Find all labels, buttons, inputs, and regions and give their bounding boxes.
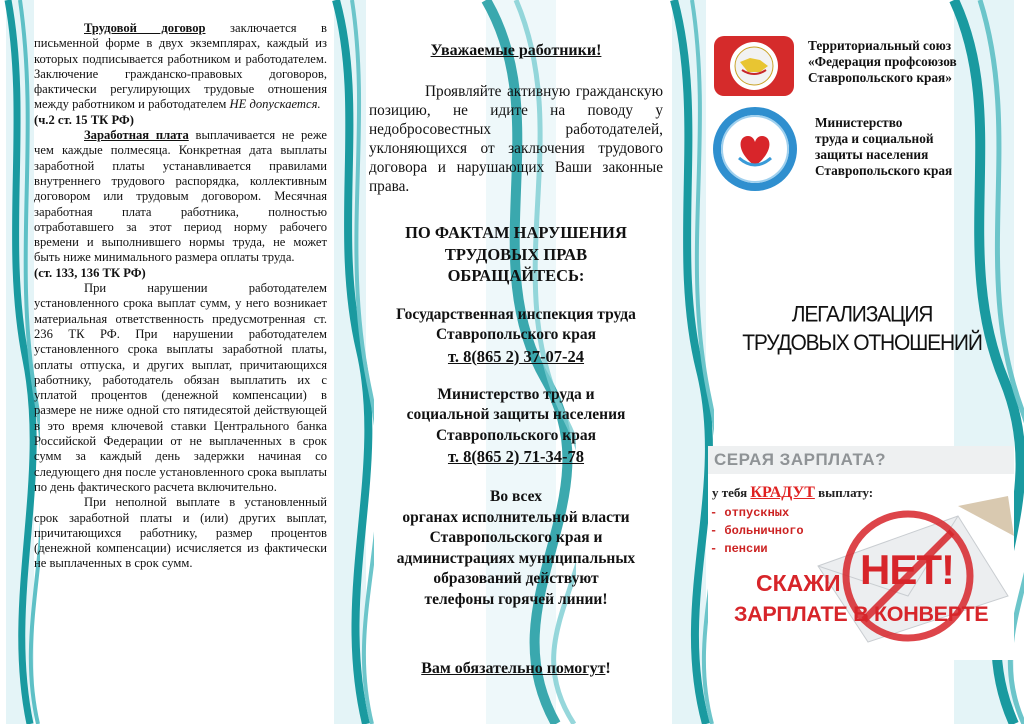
call-line-2: ТРУДОВЫХ ПРАВ [444,244,588,264]
hotline-line-5: образований действуют [433,570,599,587]
steal-suffix: выплату: [814,485,874,500]
salary-paragraph [34,128,327,266]
ministry-phone[interactable]: т. 8(865 2) 71-34-78 [447,447,585,466]
right-column [700,0,1024,724]
reference-art-133-136: (ст. 133, 136 ТК РФ) [34,265,146,280]
hotline-line-3: Ставропольского края и [429,529,603,546]
hotline-line-2: органах исполнительной власти [402,508,630,526]
banner-question: СЕРАЯ ЗАРПЛАТА? [714,450,886,469]
steal-word: КРАДУТ [750,484,815,501]
hotline-line-1: Во всех [490,488,542,505]
ministry-logo [712,106,798,192]
partial-payment-paragraph: При неполной выплате в установленный срок заработной платы и (или) других выплат, причитающихся работнику, размер процентов (денежной компенсации) исчисляется из фактически не выплаченных в срок сумм. [34,495,327,571]
trade-union-federation-logo [714,36,794,96]
title-line-2: ТРУДОВЫХ ОТНОШЕНИЙ [742,331,982,356]
labor-inspection-region: Ставропольского края [436,326,596,343]
ministry-line-1: Министерство [815,115,903,130]
reference-art-15: (ч.2 ст. 15 ТК РФ) [34,112,134,127]
steal-prefix: у тебя [712,485,751,500]
hotline-line-4: администрациях муниципальных [396,549,636,567]
banner-item-sick-leave: - больничного [710,524,804,538]
labor-contract-paragraph [34,21,327,113]
help-text: Вам обязательно помогут [421,660,606,677]
banner-no: НЕТ! [860,546,954,593]
call-line-3: ОБРАЩАЙТЕСЬ: [447,266,585,285]
banner-say: СКАЖИ [756,570,841,596]
ministry-name [815,115,952,179]
call-to-action [366,222,666,287]
labor-contract-term: Трудовой договор [84,21,206,35]
banner-item-pension: - пенсии [710,542,768,556]
banner-steal-line [712,484,873,502]
hotline-block [366,487,666,610]
trade-union-line-2: «Федерация профсоюзов [808,54,957,69]
ministry-block [366,385,666,468]
ministry-line-2: труда и социальной [815,131,934,146]
trade-union-line-3: Ставропольского края» [808,70,952,85]
labor-inspection-block [366,305,666,367]
ministry-line-3: защиты населения [815,147,929,162]
trade-union-name [808,38,957,86]
salary-text: выплачивается не реже чем каждые полмесяца. Конкретная дата выплаты заработной платы устанавливается правилами внутреннего трудового распорядка, коллективным договором или трудовым договором. Месячная заработная плата работника, полностью отработавшего за этот период норму рабочего времени и выполнившего нормы труда, не может быть ниже минимального размера оплаты труда. [34,128,327,265]
banner-item-vacation: - отпускных [710,506,790,520]
ministry-name-line-2: социальной защиты населения [406,406,626,423]
late-payment-paragraph: При нарушении работодателем установленного срока выплат сумм, у него возникает материальная ответственность предусмотренная ст. 236 ТК РФ. При нарушении работодателем установленного срока выплаты заработной платы, оплаты отпуска, и других выплат, причитающихся работнику, работодатель обязан выплатить их с уплатой процентов (денежной компенсации) в размере не ниже одной сто пятидесятой действующей в это время ключевой ставки Центрального банка Российской Федерации от не выплаченных в срок сумм за каждый день задержки начиная со следующего дня после установленного срока выплаты по день фактического расчета включительно. [34,281,327,494]
middle-column [366,0,666,724]
ministry-name-line-3: Ставропольского края [436,426,596,444]
brochure-title [700,300,1024,357]
title-line-1: ЛЕГАЛИЗАЦИЯ [791,302,933,327]
trade-union-line-1: Территориальный союз [808,38,952,53]
intro-paragraph: Проявляйте активную гражданскую позицию, не идите на поводу у недобросовестных работодателей, уклоняющихся от заключения трудового договора и нарушающих Ваши законные права. [369,83,663,195]
banner-envelope-salary: ЗАРПЛАТЕ В КОНВЕРТЕ [734,602,989,626]
hotline-line-6: телефоны горячей линии! [424,590,608,608]
help-exclamation: ! [605,660,611,677]
greeting-header: Уважаемые работники! [430,42,602,59]
not-allowed-text: НЕ допускается. [229,97,321,112]
labor-inspection-name: Государственная инспекция труда [396,305,636,323]
salary-term: Заработная плата [84,128,189,143]
left-column [34,0,327,724]
labor-inspection-phone[interactable]: т. 8(865 2) 37-07-24 [447,346,585,366]
call-line-1: ПО ФАКТАМ НАРУШЕНИЯ [405,223,627,242]
labor-contract-text: заключается в письменной форме в двух экземплярах, каждый из которых подписывается работником и работодателем. Заключение гражданско-правовых договоров, фактически регулирующих трудовые отношения между работником и работодателем [34,21,327,112]
ministry-line-4: Ставропольского края [815,163,953,178]
help-promise [366,660,666,678]
grey-salary-banner [708,446,1014,660]
ministry-name-line-1: Министерство труда и [437,385,595,403]
